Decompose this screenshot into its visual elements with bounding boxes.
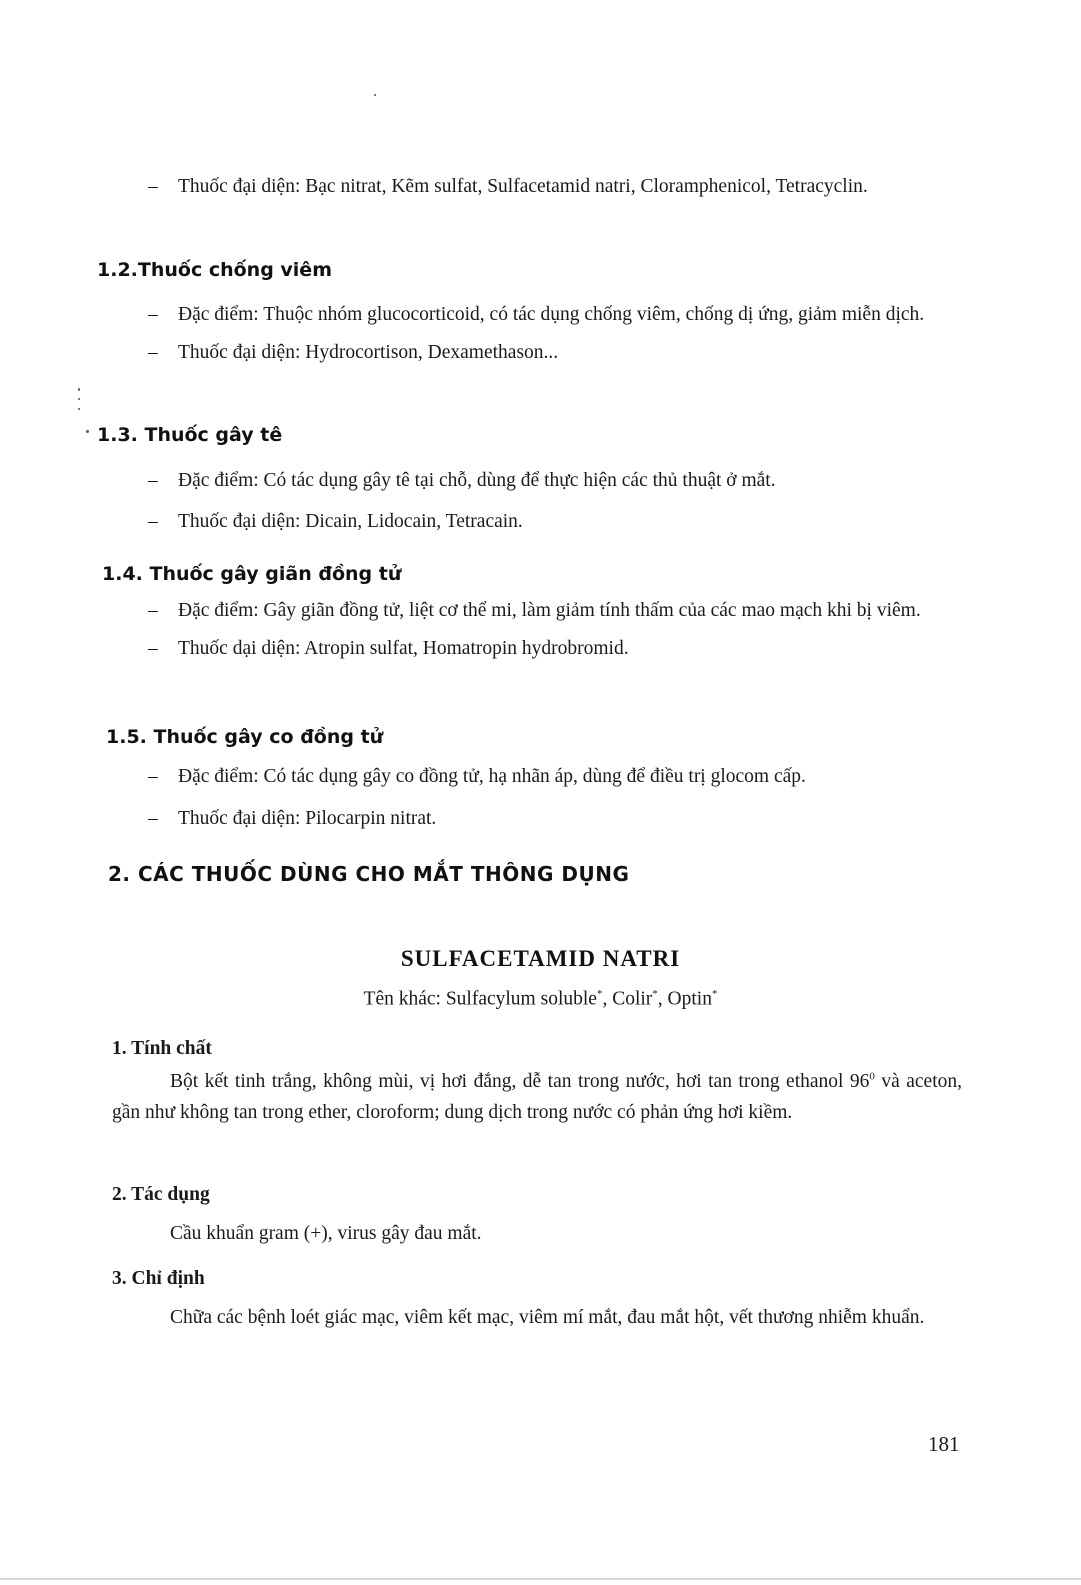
paragraph-text: và aceton, gần như không tan trong ether, cloroform; dung dịch trong nước có phản ứng hơi kiềm. bbox=[112, 1071, 962, 1123]
scan-edge bbox=[0, 1578, 1081, 1580]
scan-speck bbox=[78, 408, 80, 410]
subsection-heading: 1. Tính chất bbox=[112, 1038, 212, 1059]
bullet-dash: – bbox=[148, 638, 158, 659]
alternate-name: Colir bbox=[612, 988, 653, 1010]
bullet-text: Đặc điểm: Có tác dụng gây co đồng tử, hạ nhãn áp, dùng để điều trị glocom cấp. bbox=[178, 766, 806, 787]
section-bullet-list bbox=[148, 762, 958, 834]
name-separator: , bbox=[602, 988, 613, 1010]
list-item bbox=[148, 762, 958, 792]
section-bullet-list bbox=[148, 596, 958, 664]
bullet-text: Thuốc đại diện: Pilocarpin nitrat. bbox=[178, 808, 437, 829]
alternate-names-prefix: Tên khác: bbox=[363, 988, 446, 1010]
bullet-text: Thuốc đại diện: Dicain, Lidocain, Tetracain. bbox=[178, 511, 523, 532]
section-bullet-list bbox=[148, 466, 958, 537]
scan-speck bbox=[78, 398, 80, 400]
trademark-mark: * bbox=[652, 988, 658, 1000]
bullet-dash: – bbox=[148, 808, 158, 829]
section-heading: 1.5. Thuốc gây co đồng tử bbox=[106, 726, 384, 748]
alternate-name: Sulfacylum soluble bbox=[445, 988, 597, 1010]
degree-superscript: 0 bbox=[869, 1070, 875, 1083]
bullet-text: Đặc điểm: Thuộc nhóm glucocorticoid, có tác dụng chống viêm, chống dị ứng, giảm miễn dịch. bbox=[178, 304, 925, 325]
list-item bbox=[148, 172, 958, 202]
section-heading: 1.3. Thuốc gây tê bbox=[97, 424, 283, 446]
alternate-name: Optin bbox=[667, 988, 712, 1010]
subsection-heading: 2. Tác dụng bbox=[112, 1184, 210, 1205]
scan-speck bbox=[78, 388, 80, 391]
list-item bbox=[148, 507, 958, 537]
list-item bbox=[148, 300, 958, 330]
trademark-mark: * bbox=[711, 988, 718, 1000]
intro-bullet-list bbox=[148, 172, 958, 202]
bullet-text: Đặc điểm: Gây giãn đồng tử, liệt cơ thể mi, làm giảm tính thấm của các mao mạch khi bị viêm. bbox=[178, 600, 921, 621]
monograph-title: SULFACETAMID NATRI bbox=[400, 946, 681, 971]
major-heading: 2. CÁC THUỐC DÙNG CHO MẮT THÔNG DỤNG bbox=[108, 862, 630, 886]
alternate-names bbox=[0, 988, 1081, 1011]
bullet-dash: – bbox=[148, 766, 158, 787]
paragraph-text: Bột kết tinh trắng, không mùi, vị hơi đắng, dễ tan trong nước, hơi tan trong ethanol 96 bbox=[170, 1071, 870, 1092]
action-paragraph: Cầu khuẩn gram (+), virus gây đau mắt. bbox=[170, 1223, 482, 1244]
bullet-dash: – bbox=[148, 176, 158, 197]
bullet-dash: – bbox=[148, 304, 158, 325]
name-separator: , bbox=[657, 988, 668, 1010]
section-heading: 1.2.Thuốc chống viêm bbox=[97, 259, 332, 281]
bullet-dash: – bbox=[148, 600, 158, 621]
subsection-heading: 3. Chỉ định bbox=[112, 1268, 205, 1289]
list-item bbox=[148, 466, 958, 496]
bullet-dash: – bbox=[148, 470, 158, 491]
page-number: 181 bbox=[928, 1432, 960, 1456]
indication-paragraph: Chữa các bệnh loét giác mạc, viêm kết mạc, viêm mí mắt, đau mắt hột, vết thương nhiễm khuẩn. bbox=[170, 1307, 925, 1328]
section-heading: 1.4. Thuốc gây giãn đồng tử bbox=[102, 563, 402, 585]
scan-speck bbox=[374, 94, 376, 96]
bullet-text: Thuốc đại diện: Hydrocortison, Dexamethason... bbox=[178, 342, 559, 363]
properties-paragraph bbox=[112, 1066, 962, 1128]
bullet-text: Thuốc đại diện: Bạc nitrat, Kẽm sulfat, Sulfacetamid natri, Cloramphenicol, Tetracyclin. bbox=[178, 176, 868, 197]
list-item bbox=[148, 804, 958, 834]
bullet-dash: – bbox=[148, 511, 158, 532]
list-item bbox=[148, 596, 958, 626]
section-bullet-list bbox=[148, 300, 958, 368]
bullet-dash: – bbox=[148, 342, 158, 363]
list-item bbox=[148, 634, 958, 664]
bullet-text: Đặc điểm: Có tác dụng gây tê tại chỗ, dùng để thực hiện các thủ thuật ở mắt. bbox=[178, 470, 776, 491]
bullet-text: Thuốc dại diện: Atropin sulfat, Homatropin hydrobromid. bbox=[178, 638, 629, 659]
scan-speck bbox=[86, 430, 89, 433]
list-item bbox=[148, 338, 958, 368]
trademark-mark: * bbox=[596, 988, 603, 1000]
